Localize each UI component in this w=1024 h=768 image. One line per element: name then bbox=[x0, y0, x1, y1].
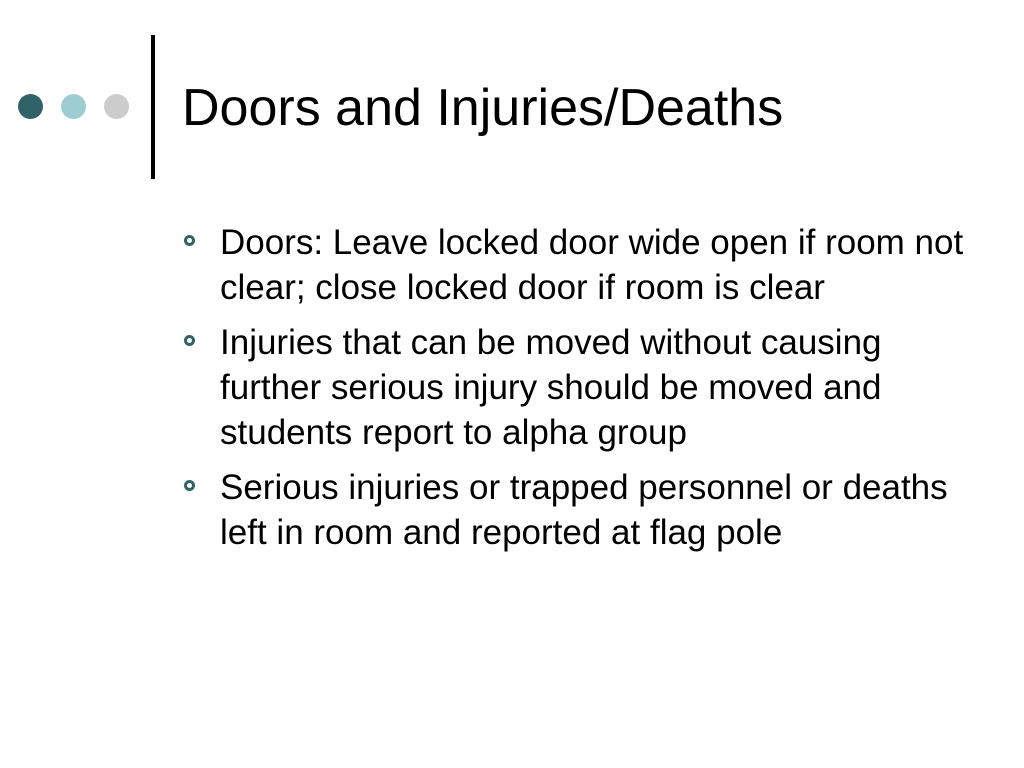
slide-title: Doors and Injuries/Deaths bbox=[182, 79, 784, 137]
bullet-text: Injuries that can be moved without causing further serious injury should be moved and students report to alpha group bbox=[220, 323, 882, 452]
bullet-item bbox=[184, 320, 964, 455]
hollow-circle-bullet-icon bbox=[184, 335, 195, 346]
hollow-circle-bullet-icon bbox=[184, 480, 195, 491]
teal-dot-icon bbox=[18, 94, 43, 119]
title-divider bbox=[151, 35, 155, 179]
bullet-item bbox=[184, 465, 964, 555]
bullet-text: Doors: Leave locked door wide open if room not clear; close locked door if room is clear bbox=[220, 223, 964, 307]
grey-dot-icon bbox=[104, 94, 129, 119]
hollow-circle-bullet-icon bbox=[184, 235, 195, 246]
bullet-text: Serious injuries or trapped personnel or deaths left in room and reported at flag pole bbox=[220, 468, 948, 552]
bullet-list bbox=[184, 220, 964, 565]
light-teal-dot-icon bbox=[61, 94, 86, 119]
bullet-item bbox=[184, 220, 964, 310]
